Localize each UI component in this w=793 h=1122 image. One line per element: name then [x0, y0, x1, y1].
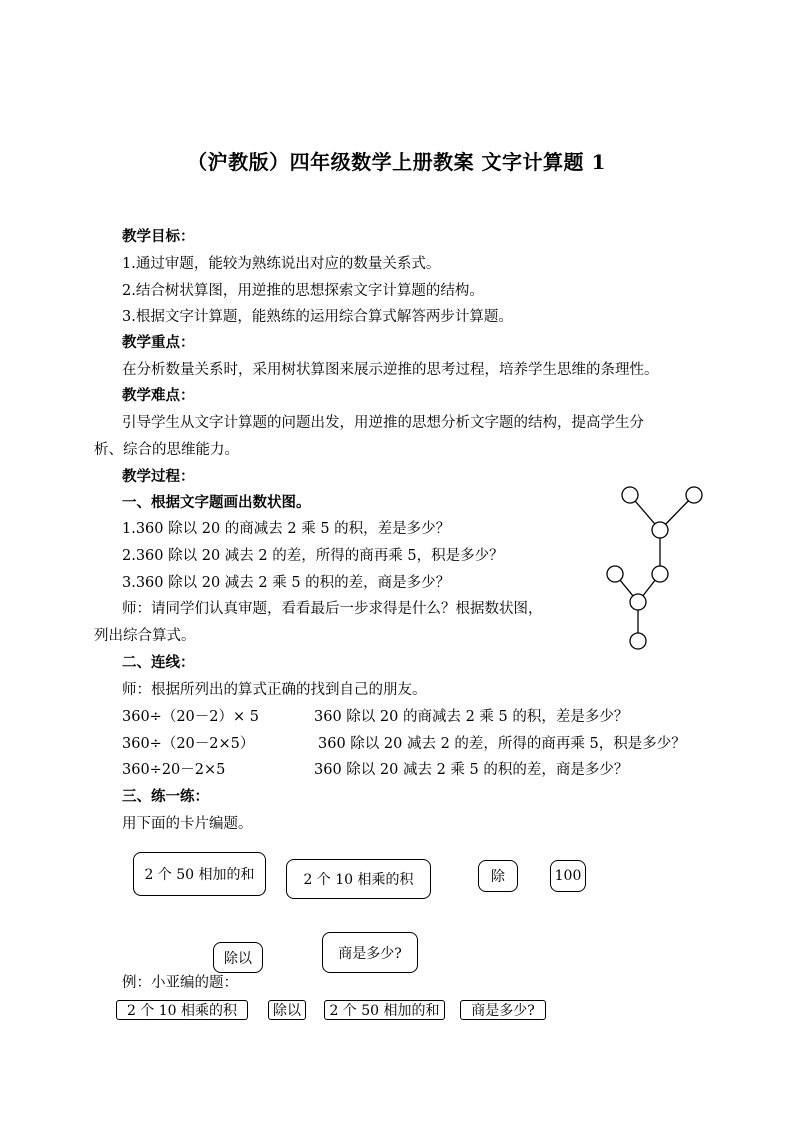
- teacher-question-line1: 师：请同学们认真审题，看看最后一步求得是什么？根据数状图，: [122, 601, 543, 617]
- match-text: 360 除以 20 的商减去 2 乘 5 的积，差是多少？: [314, 709, 629, 725]
- example-card-product: 2 个 10 相乘的积: [116, 1000, 248, 1020]
- section1-item: 1.360 除以 20 的商减去 2 乘 5 的积，差是多少？: [122, 521, 451, 537]
- process-heading: 教学过程：: [122, 468, 195, 485]
- card-product-of-10s: 2 个 10 相乘的积: [286, 859, 431, 899]
- match-formula: 360÷（20－2×5）: [122, 736, 255, 752]
- page-title: （沪教版）四年级数学上册教案 文字计算题 1: [187, 150, 606, 174]
- key-point-text: 在分析数量关系时，采用树状算图来展示逆推的思考过程，培养学生思维的条理性。: [122, 362, 659, 378]
- section1-item: 3.360 除以 20 减去 2 乘 5 的积的差，商是多少？: [122, 575, 451, 591]
- example-card-divided-by: 除以: [268, 1000, 306, 1020]
- difficulty-text-line2: 析、综合的思维能力。: [94, 442, 239, 458]
- objective-item: 1.通过审题，能较为熟练说出对应的数量关系式。: [122, 256, 441, 272]
- tree-node: [686, 487, 702, 503]
- teacher-question-line2: 列出综合算式。: [94, 628, 196, 644]
- tree-node: [607, 566, 623, 582]
- tree-node: [630, 594, 646, 610]
- match-formula: 360÷（20－2）× 5: [122, 709, 259, 725]
- card-divide: 除: [478, 860, 518, 892]
- card-sum-of-50s: 2 个 50 相加的和: [133, 852, 266, 896]
- section3-instruction: 用下面的卡片编题。: [122, 816, 253, 832]
- section1-heading: 一、根据文字题画出数状图。: [122, 494, 311, 511]
- match-text: 360 除以 20 减去 2 的差，所得的商再乘 5，积是多少？: [318, 736, 686, 752]
- objective-item: 3.根据文字计算题，能熟练的运用综合算式解答两步计算题。: [122, 309, 513, 325]
- tree-node: [652, 522, 668, 538]
- difficulty-text-line1: 引导学生从文字计算题的问题出发，用逆推的思想分析文字题的结构，提高学生分: [122, 415, 644, 431]
- example-card-quotient: 商是多少?: [460, 1000, 546, 1020]
- card-divided-by: 除以: [213, 942, 263, 973]
- example-card-sum: 2 个 50 相加的和: [324, 1000, 445, 1020]
- difficulty-heading: 教学难点：: [122, 387, 195, 404]
- section3-heading: 三、练一练：: [122, 788, 209, 805]
- section1-item: 2.360 除以 20 减去 2 的差，所得的商再乘 5，积是多少？: [122, 548, 504, 564]
- tree-node: [622, 487, 638, 503]
- objectives-heading: 教学目标：: [122, 228, 195, 245]
- match-text: 360 除以 20 减去 2 乘 5 的积的差，商是多少？: [314, 762, 629, 778]
- tree-node: [630, 633, 646, 649]
- section2-heading: 二、连线：: [122, 654, 195, 671]
- key-point-heading: 教学重点：: [122, 334, 195, 351]
- card-100: 100: [550, 860, 586, 892]
- card-what-is-quotient: 商是多少?: [322, 932, 418, 973]
- tree-node: [652, 566, 668, 582]
- example-label: 例：小亚编的题：: [122, 975, 238, 991]
- section2-teacher: 师：根据所列出的算式正确的找到自己的朋友。: [122, 682, 427, 698]
- tree-diagram: [600, 482, 710, 654]
- objective-item: 2.结合树状算图，用逆推的思想探索文字计算题的结构。: [122, 283, 484, 299]
- match-formula: 360÷20－2×5: [122, 762, 226, 778]
